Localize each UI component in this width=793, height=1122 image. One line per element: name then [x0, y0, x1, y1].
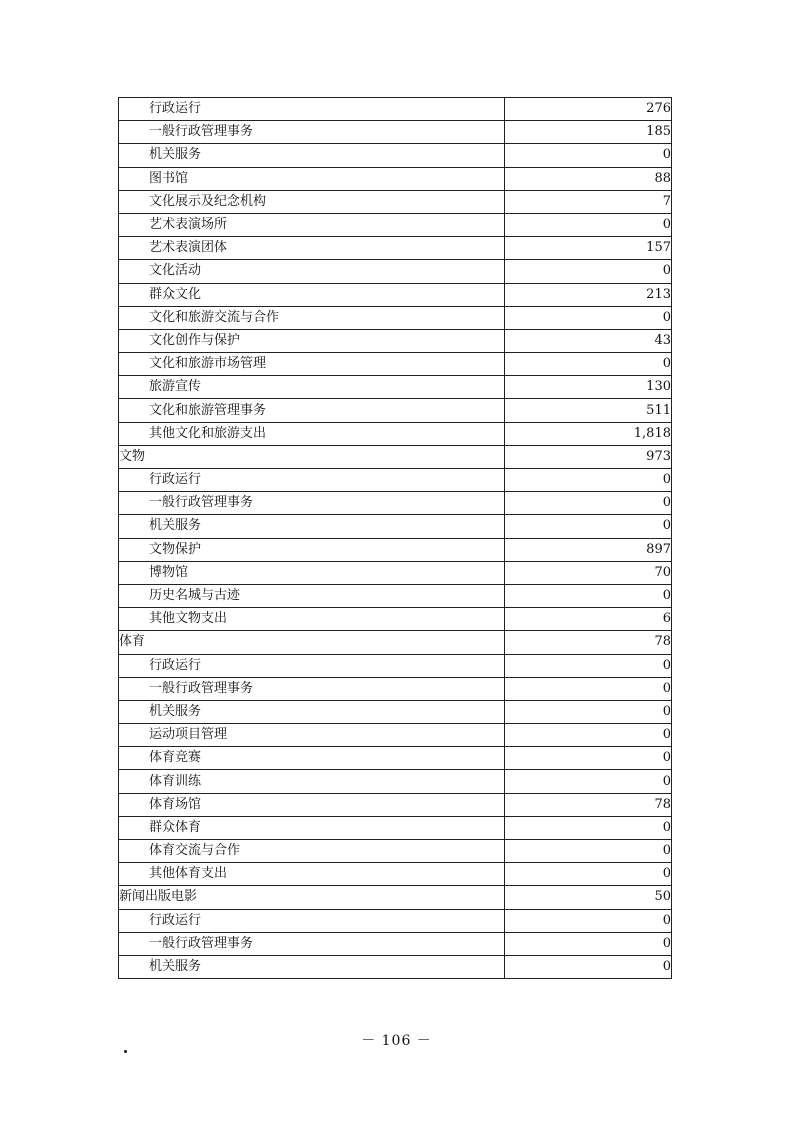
- subcategory-row: [119, 167, 672, 190]
- row-value-cell: 0: [505, 654, 672, 677]
- row-value-cell: 213: [505, 283, 672, 306]
- subcategory-row: [119, 190, 672, 213]
- row-name-cell: 图书馆: [119, 167, 505, 190]
- row-value-cell: 0: [505, 353, 672, 376]
- row-value-cell: 0: [505, 816, 672, 839]
- row-value-cell: 0: [505, 724, 672, 747]
- row-value-cell: 973: [505, 445, 672, 468]
- row-name-cell: 行政运行: [119, 909, 505, 932]
- row-value-cell: 0: [505, 213, 672, 236]
- page-number: － 106 －: [361, 1033, 432, 1049]
- subcategory-row: [119, 213, 672, 236]
- subcategory-row: [119, 399, 672, 422]
- row-value-cell: 130: [505, 376, 672, 399]
- row-name-cell: 机关服务: [119, 955, 505, 978]
- row-value-cell: 0: [505, 469, 672, 492]
- subcategory-row: [119, 863, 672, 886]
- row-name-cell: 一般行政管理事务: [119, 492, 505, 515]
- row-value-cell: 276: [505, 98, 672, 121]
- row-value-cell: 70: [505, 561, 672, 584]
- row-name-cell: 文物: [119, 445, 505, 468]
- subcategory-row: [119, 260, 672, 283]
- subcategory-row: [119, 816, 672, 839]
- row-value-cell: 0: [505, 677, 672, 700]
- row-name-cell: 机关服务: [119, 144, 505, 167]
- row-name-cell: 其他文化和旅游支出: [119, 422, 505, 445]
- subcategory-row: [119, 237, 672, 260]
- subcategory-row: [119, 538, 672, 561]
- row-name-cell: 其他文物支出: [119, 608, 505, 631]
- row-value-cell: 88: [505, 167, 672, 190]
- row-value-cell: 511: [505, 399, 672, 422]
- subcategory-row: [119, 793, 672, 816]
- row-name-cell: 艺术表演场所: [119, 213, 505, 236]
- row-name-cell: 群众文化: [119, 283, 505, 306]
- row-value-cell: 6: [505, 608, 672, 631]
- row-value-cell: 0: [505, 955, 672, 978]
- row-name-cell: 一般行政管理事务: [119, 677, 505, 700]
- row-name-cell: 艺术表演团体: [119, 237, 505, 260]
- row-value-cell: 0: [505, 260, 672, 283]
- subcategory-row: [119, 955, 672, 978]
- subcategory-row: [119, 909, 672, 932]
- subcategory-row: [119, 329, 672, 352]
- row-name-cell: 旅游宣传: [119, 376, 505, 399]
- subcategory-row: [119, 144, 672, 167]
- row-value-cell: 157: [505, 237, 672, 260]
- row-name-cell: 文化活动: [119, 260, 505, 283]
- subcategory-row: [119, 515, 672, 538]
- row-name-cell: 文化创作与保护: [119, 329, 505, 352]
- budget-table: [118, 97, 672, 979]
- subcategory-row: [119, 469, 672, 492]
- subcategory-row: [119, 98, 672, 121]
- row-name-cell: 机关服务: [119, 515, 505, 538]
- row-value-cell: 78: [505, 631, 672, 654]
- row-value-cell: 0: [505, 747, 672, 770]
- row-name-cell: 其他体育支出: [119, 863, 505, 886]
- row-value-cell: 0: [505, 306, 672, 329]
- row-name-cell: 历史名城与古迹: [119, 584, 505, 607]
- subcategory-row: [119, 353, 672, 376]
- row-name-cell: 文化和旅游管理事务: [119, 399, 505, 422]
- row-name-cell: 文化和旅游市场管理: [119, 353, 505, 376]
- row-value-cell: 7: [505, 190, 672, 213]
- subcategory-row: [119, 376, 672, 399]
- subcategory-row: [119, 677, 672, 700]
- subcategory-row: [119, 492, 672, 515]
- row-name-cell: 体育竞赛: [119, 747, 505, 770]
- row-value-cell: 185: [505, 121, 672, 144]
- row-name-cell: 一般行政管理事务: [119, 121, 505, 144]
- subcategory-row: [119, 747, 672, 770]
- row-name-cell: 机关服务: [119, 700, 505, 723]
- row-name-cell: 运动项目管理: [119, 724, 505, 747]
- row-value-cell: 897: [505, 538, 672, 561]
- row-name-cell: 体育: [119, 631, 505, 654]
- row-name-cell: 文化和旅游交流与合作: [119, 306, 505, 329]
- row-name-cell: 体育训练: [119, 770, 505, 793]
- margin-dot-mark: [124, 1050, 127, 1053]
- subcategory-row: [119, 283, 672, 306]
- row-value-cell: 0: [505, 144, 672, 167]
- subcategory-row: [119, 121, 672, 144]
- subcategory-row: [119, 561, 672, 584]
- subcategory-row: [119, 608, 672, 631]
- row-value-cell: 0: [505, 840, 672, 863]
- row-name-cell: 文化展示及纪念机构: [119, 190, 505, 213]
- row-name-cell: 文物保护: [119, 538, 505, 561]
- row-value-cell: 0: [505, 909, 672, 932]
- subcategory-row: [119, 306, 672, 329]
- row-value-cell: 0: [505, 584, 672, 607]
- row-value-cell: 1,818: [505, 422, 672, 445]
- row-value-cell: 50: [505, 886, 672, 909]
- subcategory-row: [119, 770, 672, 793]
- subcategory-row: [119, 422, 672, 445]
- row-value-cell: 0: [505, 932, 672, 955]
- row-name-cell: 行政运行: [119, 654, 505, 677]
- row-value-cell: 0: [505, 492, 672, 515]
- row-name-cell: 一般行政管理事务: [119, 932, 505, 955]
- row-value-cell: 43: [505, 329, 672, 352]
- subcategory-row: [119, 932, 672, 955]
- row-value-cell: 0: [505, 863, 672, 886]
- row-name-cell: 体育交流与合作: [119, 840, 505, 863]
- row-value-cell: 0: [505, 515, 672, 538]
- subcategory-row: [119, 700, 672, 723]
- subcategory-row: [119, 840, 672, 863]
- row-name-cell: 群众体育: [119, 816, 505, 839]
- row-name-cell: 博物馆: [119, 561, 505, 584]
- subcategory-row: [119, 654, 672, 677]
- category-row: [119, 445, 672, 468]
- row-name-cell: 体育场馆: [119, 793, 505, 816]
- row-name-cell: 行政运行: [119, 469, 505, 492]
- row-value-cell: 0: [505, 770, 672, 793]
- table-body: [119, 98, 672, 979]
- subcategory-row: [119, 584, 672, 607]
- subcategory-row: [119, 724, 672, 747]
- row-name-cell: 行政运行: [119, 98, 505, 121]
- category-row: [119, 886, 672, 909]
- row-value-cell: 0: [505, 700, 672, 723]
- category-row: [119, 631, 672, 654]
- row-value-cell: 78: [505, 793, 672, 816]
- row-name-cell: 新闻出版电影: [119, 886, 505, 909]
